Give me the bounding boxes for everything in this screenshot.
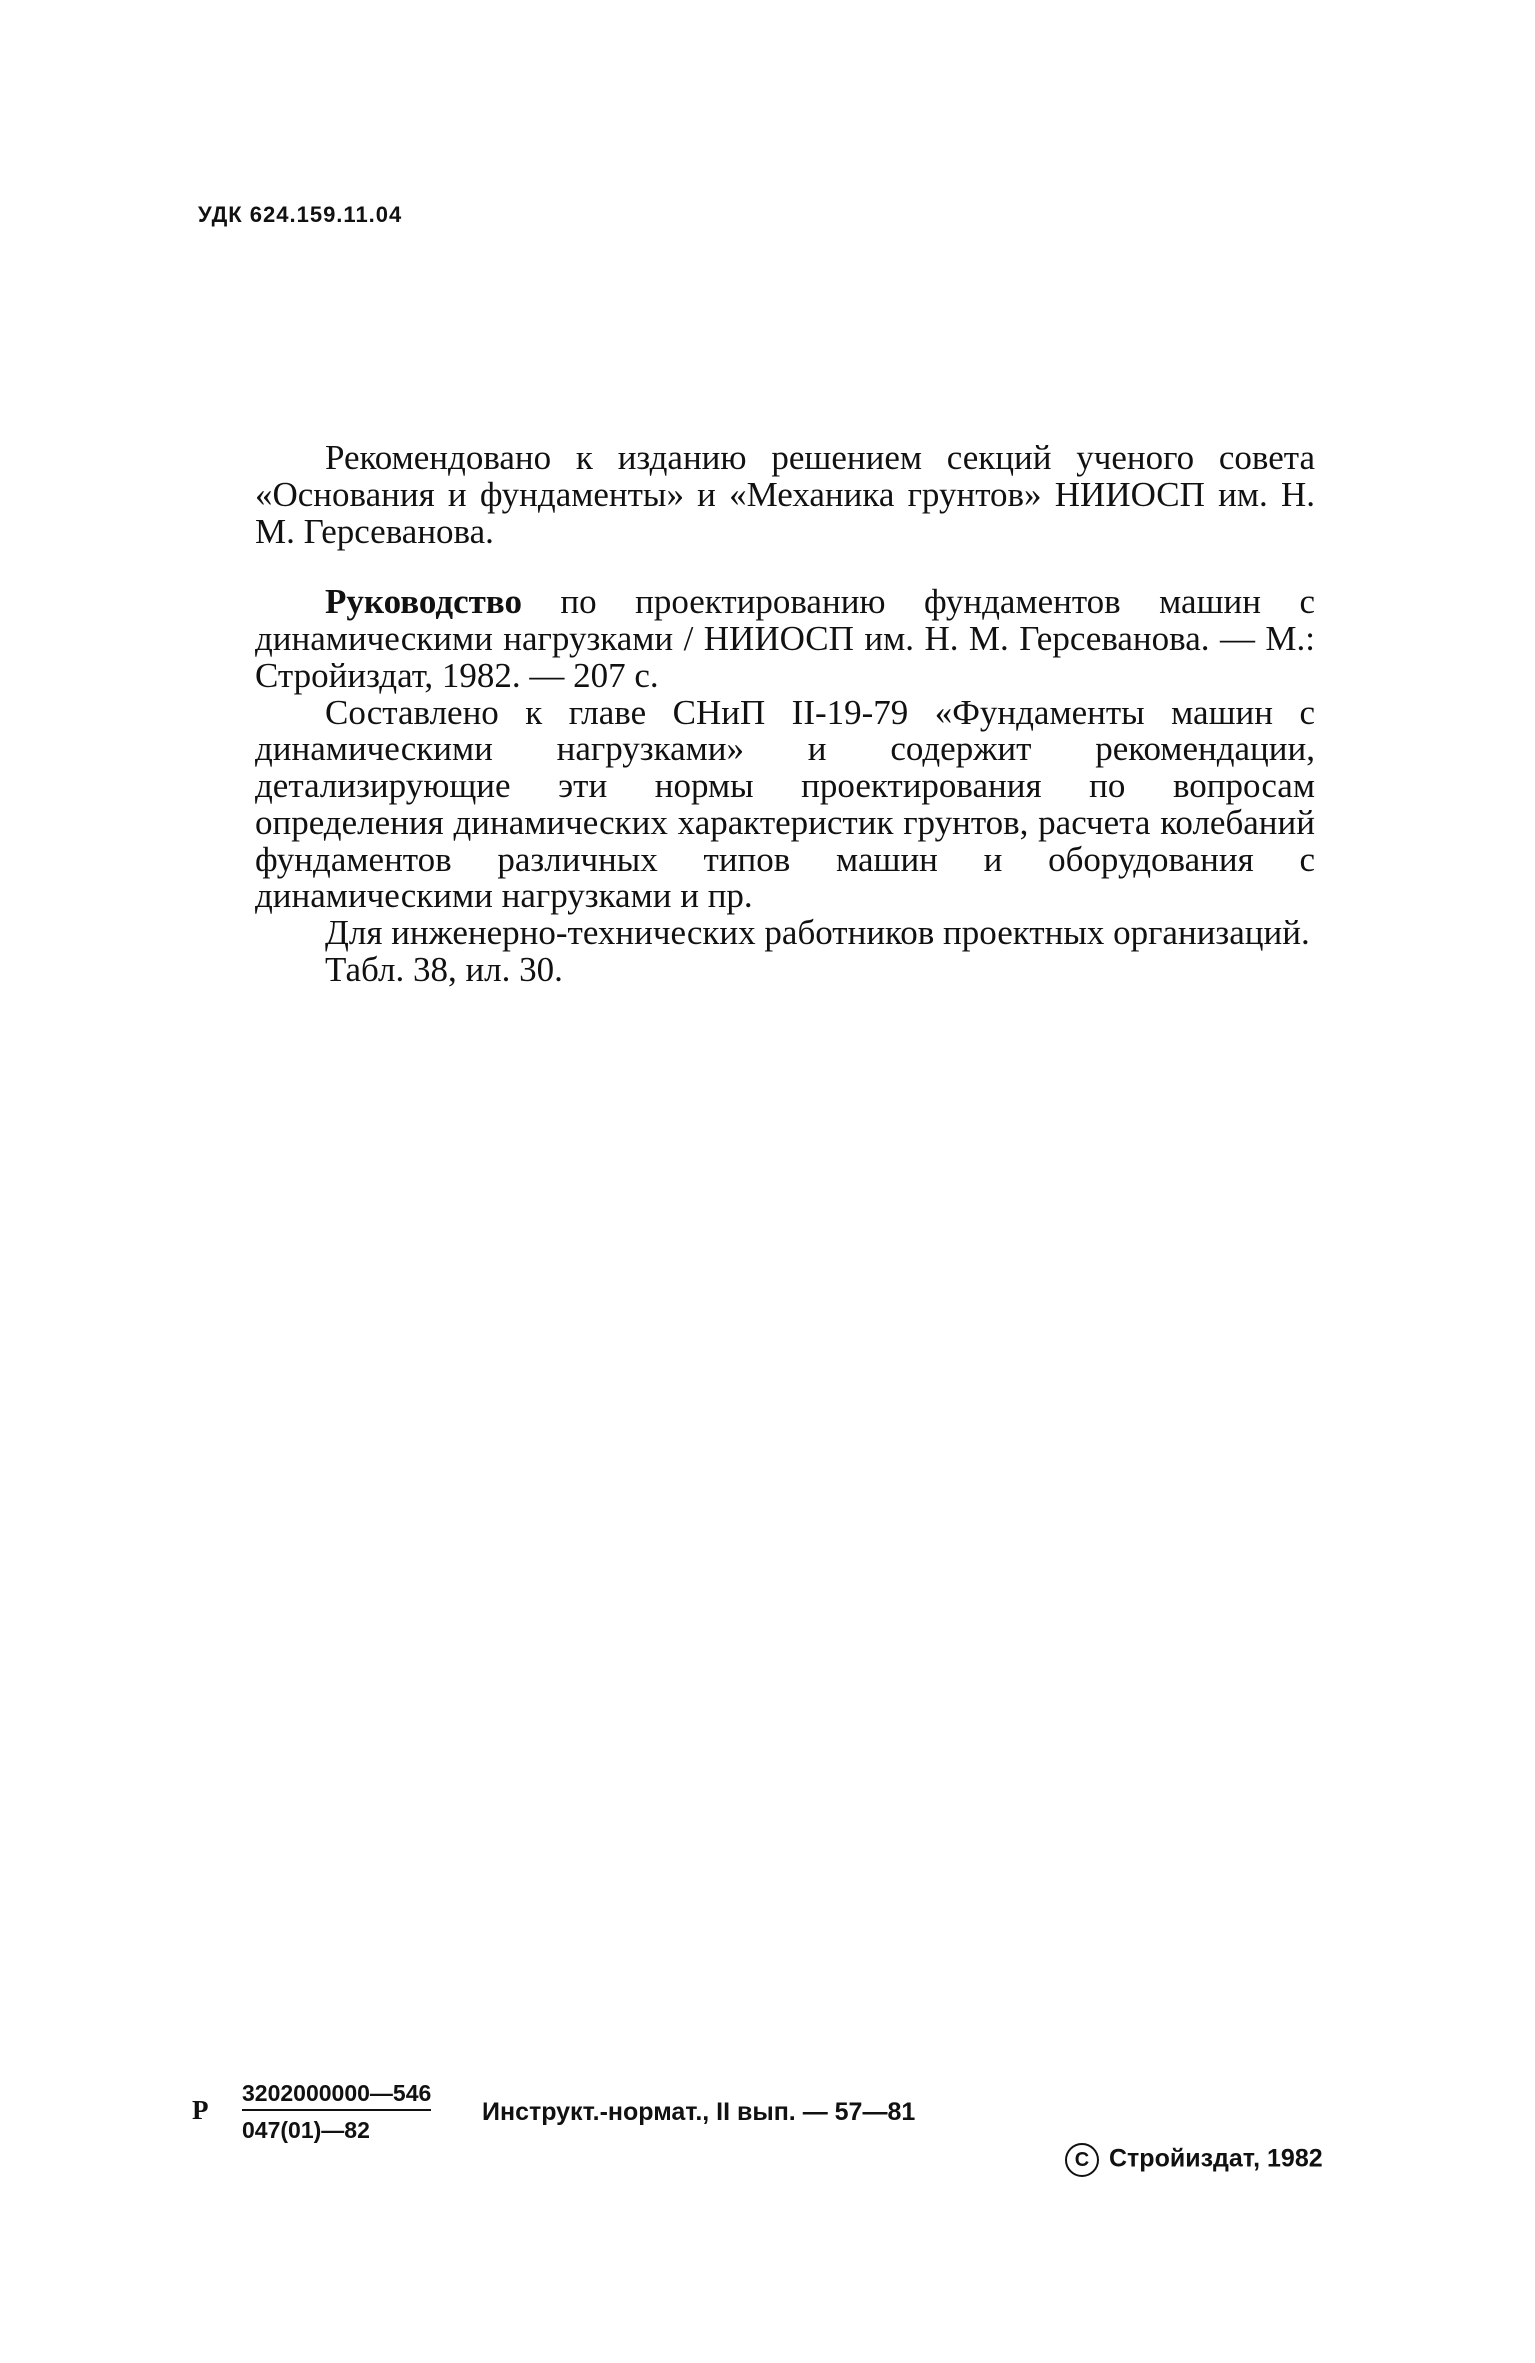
annotation-rest: по проектированию фундаментов машин с динамическими нагрузками / НИИОСП им. Н. М. Герсеванова. — М.: Стройиздат, 1982. — 207 с. — [255, 582, 1315, 695]
copyright-text: Стройиздат, 1982 — [1109, 2144, 1323, 2173]
fraction-denominator: 047(01)—82 — [242, 2117, 370, 2143]
tables-illustrations: Табл. 38, ил. 30. — [325, 949, 563, 989]
annotation-lead: Руководство — [325, 582, 522, 622]
instruction-text: Инструкт.-нормат., II вып. — 57—81 — [482, 2098, 916, 2126]
udk-code: УДК 624.159.11.04 — [198, 202, 403, 227]
recommendation-paragraph: Рекомендовано к изданию решением секций ученого совета «Основания и фундаменты» и «Механика грунтов» НИИОСП им. Н. М. Герсеванова. — [255, 438, 1315, 551]
classification-fraction — [242, 2080, 431, 2144]
main-text — [255, 440, 1315, 989]
copyright-icon: C — [1065, 2143, 1099, 2177]
fraction-numerator: 3202000000—546 — [242, 2080, 431, 2111]
annotation-paragraph — [255, 584, 1315, 694]
copyright — [1065, 2143, 1323, 2177]
audience-paragraph: Для инженерно-технических работников проектных организаций. — [325, 913, 1310, 952]
description-paragraph: Составлено к главе СНиП II-19-79 «Фундаменты машин с динамическими нагрузками» и содержит рекомендации, детализирующие эти нормы проектирования по вопросам определения динамических характеристик грунтов, расчета колебаний фундаментов различных типов машин и оборудования с динамическими нагрузками и пр. — [255, 692, 1315, 916]
footer-letter: Р — [192, 2095, 209, 2125]
